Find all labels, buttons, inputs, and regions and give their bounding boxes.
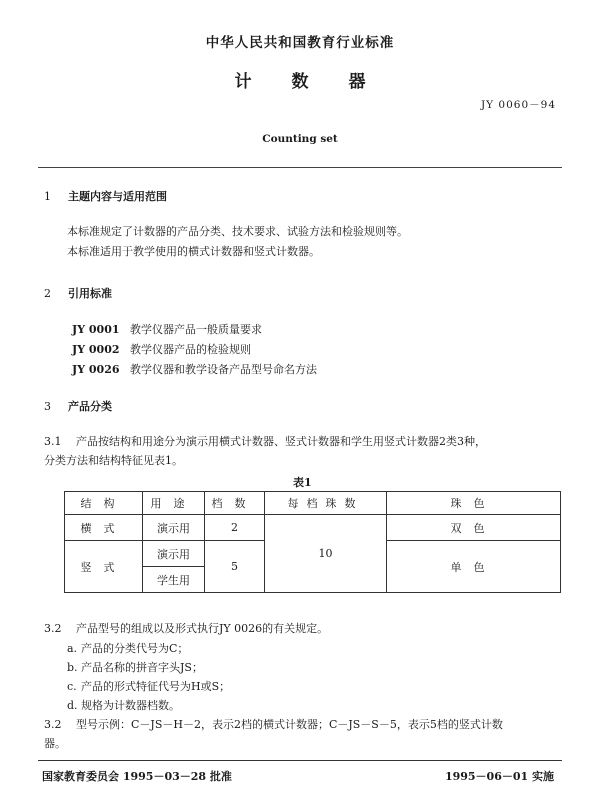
clause-3-1-line-1 xyxy=(44,433,486,449)
list-marker: a. xyxy=(67,642,78,655)
section-1-title: 主题内容与适用范围 xyxy=(68,190,167,203)
list-marker: d. xyxy=(67,699,78,712)
title-char-1: 计 xyxy=(234,72,252,92)
list-text: 产品的形式特征代号为H或S； xyxy=(81,680,231,693)
section-3-title: 产品分类 xyxy=(68,400,112,413)
list-item xyxy=(67,678,230,694)
standard-body-header: 中华人民共和国教育行业标准 xyxy=(205,35,395,51)
standard-code: JY 0060－94 xyxy=(480,99,556,111)
clause-3-1-text: 产品按结构和用途分为演示用横式计数器、竖式计数器和学生用竖式计数器2类3种， xyxy=(76,435,486,448)
clause-3-2-number: 3.2 xyxy=(44,622,62,635)
reference-item xyxy=(72,341,251,357)
reference-code: JY 0001 xyxy=(72,323,120,336)
reference-title: 教学仪器产品一般质量要求 xyxy=(130,323,262,336)
header-structure: 结构 xyxy=(65,492,143,515)
title-char-2: 数 xyxy=(291,72,309,92)
list-item xyxy=(67,640,188,656)
section-1-para-1: 本标准规定了计数器的产品分类、技术要求、试验方法和检验规则等。 xyxy=(67,225,408,238)
reference-item xyxy=(72,361,317,377)
reference-code: JY 0002 xyxy=(72,343,120,356)
reference-code: JY 0026 xyxy=(72,363,120,376)
section-2-number: 2 xyxy=(44,287,51,300)
cell-vertical-usage-student: 学生用 xyxy=(143,567,205,593)
cell-vertical-structure: 竖式 xyxy=(65,541,143,593)
clause-3-1-line-2: 分类方法和结构特征见表1。 xyxy=(44,454,183,467)
classification-table xyxy=(64,491,561,593)
footer-rule xyxy=(38,760,562,761)
cell-horizontal-bead-color: 双色 xyxy=(387,515,561,541)
clause-3-3-line-2: 器。 xyxy=(44,737,66,750)
clause-3-2 xyxy=(44,620,328,636)
list-item xyxy=(67,659,203,675)
approval-info: 国家教育委员会 1995－03－28 批准 xyxy=(42,770,232,783)
section-1-number: 1 xyxy=(44,190,51,203)
cell-horizontal-structure: 横式 xyxy=(65,515,143,541)
header-beads-per-position: 每档珠数 xyxy=(265,492,387,515)
reference-title: 教学仪器和教学设备产品型号命名方法 xyxy=(130,363,317,376)
section-1-heading xyxy=(44,188,167,204)
cell-horizontal-usage: 演示用 xyxy=(143,515,205,541)
list-text: 产品的分类代号为C； xyxy=(81,642,189,655)
list-text: 规格为计数器档数。 xyxy=(81,699,180,712)
english-title: Counting set xyxy=(262,133,338,145)
title-char-3: 器 xyxy=(348,72,366,92)
reference-title: 教学仪器产品的检验规则 xyxy=(130,343,251,356)
list-marker: b. xyxy=(67,661,78,674)
implementation-date: 1995－06－01 实施 xyxy=(444,770,554,783)
section-3-number: 3 xyxy=(44,400,51,413)
header-bead-color: 珠色 xyxy=(387,492,561,515)
header-positions: 档数 xyxy=(205,492,265,515)
cell-vertical-usage-demo: 演示用 xyxy=(143,541,205,567)
table-row xyxy=(65,515,561,541)
cell-vertical-bead-color: 单色 xyxy=(387,541,561,593)
header-usage: 用途 xyxy=(143,492,205,515)
cell-beads-per-position: 10 xyxy=(265,515,387,593)
clause-3-3-number: 3.2 xyxy=(44,718,62,731)
clause-3-3-text: 型号示例：C－JS－H－2，表示2档的横式计数器；C－JS－S－5，表示5档的竖式计数 xyxy=(76,718,503,731)
cell-vertical-positions: 5 xyxy=(205,541,265,593)
table-caption: 表1 xyxy=(293,476,312,489)
clause-3-3-line-1 xyxy=(44,716,503,732)
header-rule xyxy=(38,167,562,168)
list-item xyxy=(67,697,180,713)
reference-item xyxy=(72,321,262,337)
document-title xyxy=(0,67,600,92)
clause-3-2-text: 产品型号的组成以及形式执行JY 0026的有关规定。 xyxy=(76,622,329,635)
section-3-heading xyxy=(44,398,112,414)
section-1-para-2: 本标准适用于教学使用的横式计数器和竖式计数器。 xyxy=(67,245,320,258)
list-text: 产品名称的拼音字头JS； xyxy=(81,661,203,674)
clause-3-1-number: 3.1 xyxy=(44,435,62,448)
section-2-heading xyxy=(44,285,112,301)
table-header-row xyxy=(65,492,561,515)
list-marker: c. xyxy=(67,680,77,693)
cell-horizontal-positions: 2 xyxy=(205,515,265,541)
section-2-title: 引用标准 xyxy=(68,287,112,300)
